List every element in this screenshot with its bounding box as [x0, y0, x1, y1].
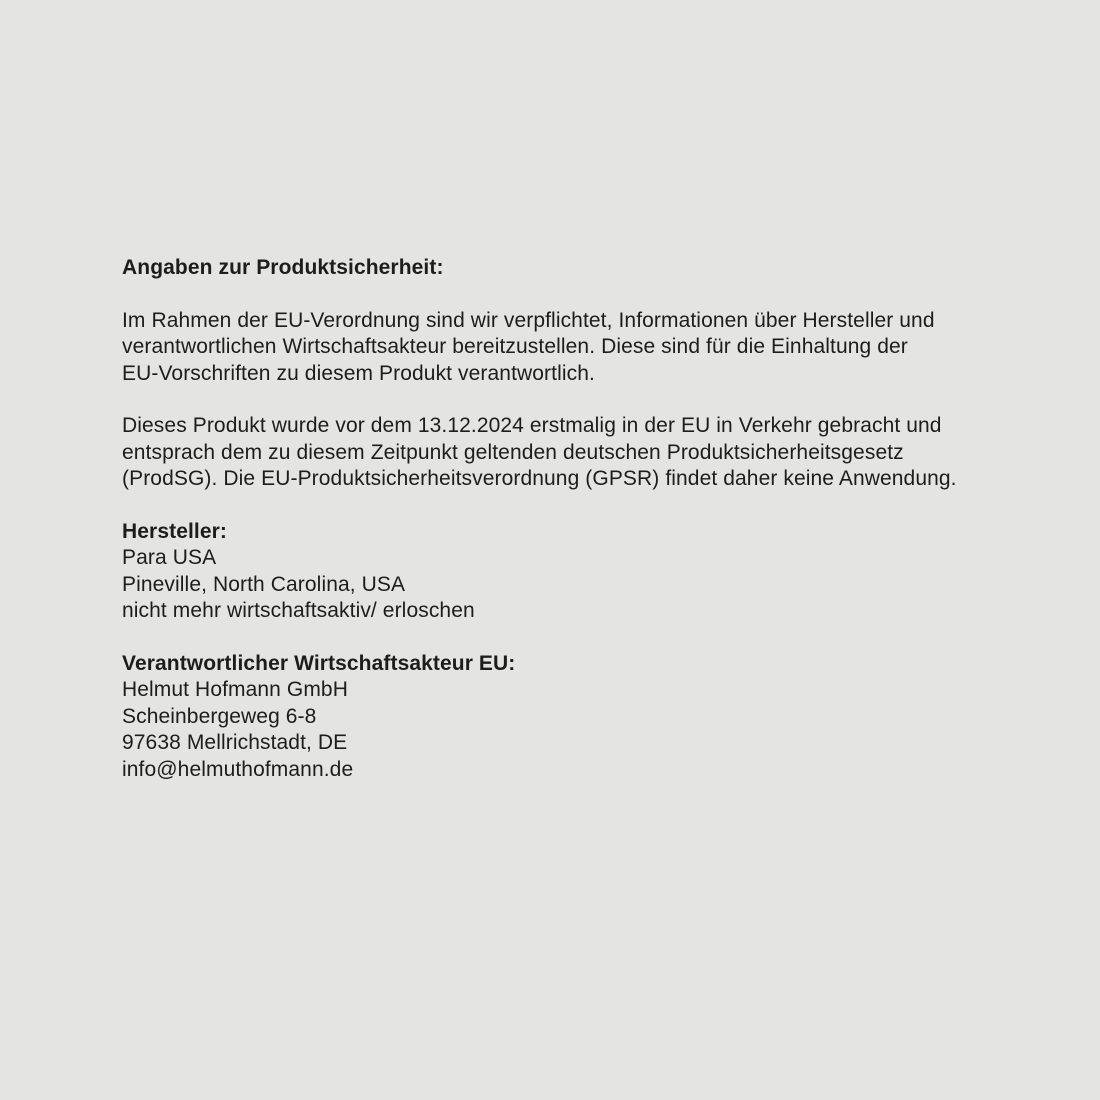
paragraph-market-placement	[122, 413, 1032, 493]
responsible-actor-street: Scheinbergeweg 6-8	[122, 704, 317, 728]
responsible-actor-heading: Verantwortlicher Wirtschaftsakteur EU:	[122, 651, 516, 675]
manufacturer-status: nicht mehr wirtschaftsaktiv/ erloschen	[122, 599, 475, 622]
paragraph-line: entsprach dem zu diesem Zeitpunkt geltenden deutschen Produktsicherheitsgesetz	[122, 440, 904, 464]
manufacturer-heading: Hersteller:	[122, 519, 227, 543]
product-safety-info	[122, 255, 1032, 783]
paragraph-eu-regulation	[122, 308, 1032, 388]
responsible-actor-name: Helmut Hofmann GmbH	[122, 678, 348, 701]
manufacturer-name: Para USA	[122, 546, 217, 569]
paragraph-line: Im Rahmen der EU-Verordnung sind wir verpflichtet, Informationen über Hersteller und	[122, 308, 935, 332]
manufacturer-block	[122, 519, 1032, 625]
product-safety-heading: Angaben zur Produktsicherheit:	[122, 256, 444, 279]
paragraph-line: EU-Vorschriften zu diesem Produkt verantwortlich.	[122, 361, 595, 385]
responsible-actor-block	[122, 651, 1032, 784]
paragraph-line: (ProdSG). Die EU-Produktsicherheitsverordnung (GPSR) findet daher keine Anwendung.	[122, 467, 957, 490]
manufacturer-address: Pineville, North Carolina, USA	[122, 572, 406, 596]
paragraph-line: Dieses Produkt wurde vor dem 13.12.2024 erstmalig in der EU in Verkehr gebracht und	[122, 414, 942, 437]
responsible-actor-city: 97638 Mellrichstadt, DE	[122, 731, 348, 754]
responsible-actor-email: info@helmuthofmann.de	[122, 757, 354, 781]
paragraph-line: verantwortlichen Wirtschaftsakteur bereitzustellen. Diese sind für die Einhaltung der	[122, 335, 908, 358]
